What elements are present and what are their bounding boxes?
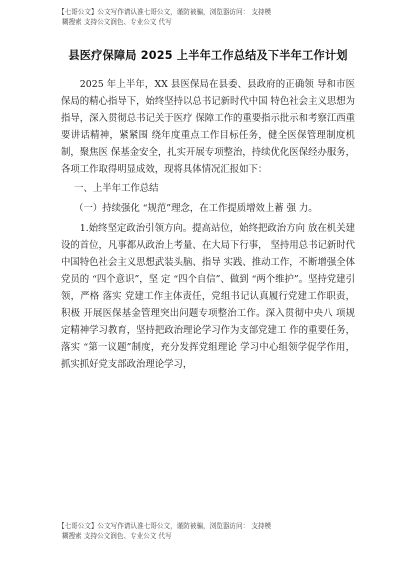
document-body	[61, 48, 355, 373]
document-title: 县医疗保障局 2025 上半年工作总结及下半年工作计划	[68, 49, 348, 62]
subsection-heading-standardization: （一）持续强化 “规范”理念，在工作提质增效上蓄 强 力。	[74, 203, 318, 214]
footer-banner	[58, 521, 388, 541]
item-1-paragraph: 1.始终坚定政治引领方向。提高站位，始终把政治方向 放在机关建设的首位，凡事都从政治上考量、在大局下行事， 坚持用总书记新时代中国特色社会主义思想武装头脑、指导 实践、推动工作，不断增强全体党员的 “四个意识”，坚 定 “四个自信”、做到 “两个维护”。坚持党建引领，严格 落实 党建工作主体责任，党组书记认真履行党建工作职责，积极 开展医保基金管理突出问题专项整治工作。深入贯彻中央八 项规定精神学习教育，坚持把政治理论学习作为支部党建工 作的重要任务，落实 “第一议题”制度，充分发挥党组理论 学习中心组领学促学作用，抓实抓好党支部政治理论学习，	[61, 223, 355, 370]
header-banner-line-2: 糊搜索 支持公文润色、专业公文 代写	[62, 18, 172, 26]
section-heading-first-half-summary: 一、上半年工作总结	[74, 183, 159, 194]
intro-paragraph: 2025 年上半年，XX 县医保局在县委、县政府的正确领 导和市医保局的精心指导下，始终坚持以总书记新时代中国 特色社会主义思想为指导，深入贯彻总书记关于医疗 保障工作的重要指示批示和考察江西重要讲话精神，紧紧围 绕年度重点工作目标任务，健全医保管理制度机制，聚焦医 保基金安全，扎实开展专项整治，持续优化医保经办服务， 各项工作取得明显成效，现将具体情况汇报如下：	[61, 79, 355, 175]
header-banner	[58, 7, 388, 27]
footer-banner-line-2: 糊搜索 支持公文润色、专业公文 代写	[62, 532, 172, 540]
footer-banner-line-1: 【七哥公文】公文写作请认准七哥公文，谨防被骗，浏览器访问： 支持模	[58, 522, 272, 530]
header-banner-line-1: 【七哥公文】公文写作请认准七哥公文，谨防被骗，浏览器访问： 支持模	[58, 8, 272, 16]
